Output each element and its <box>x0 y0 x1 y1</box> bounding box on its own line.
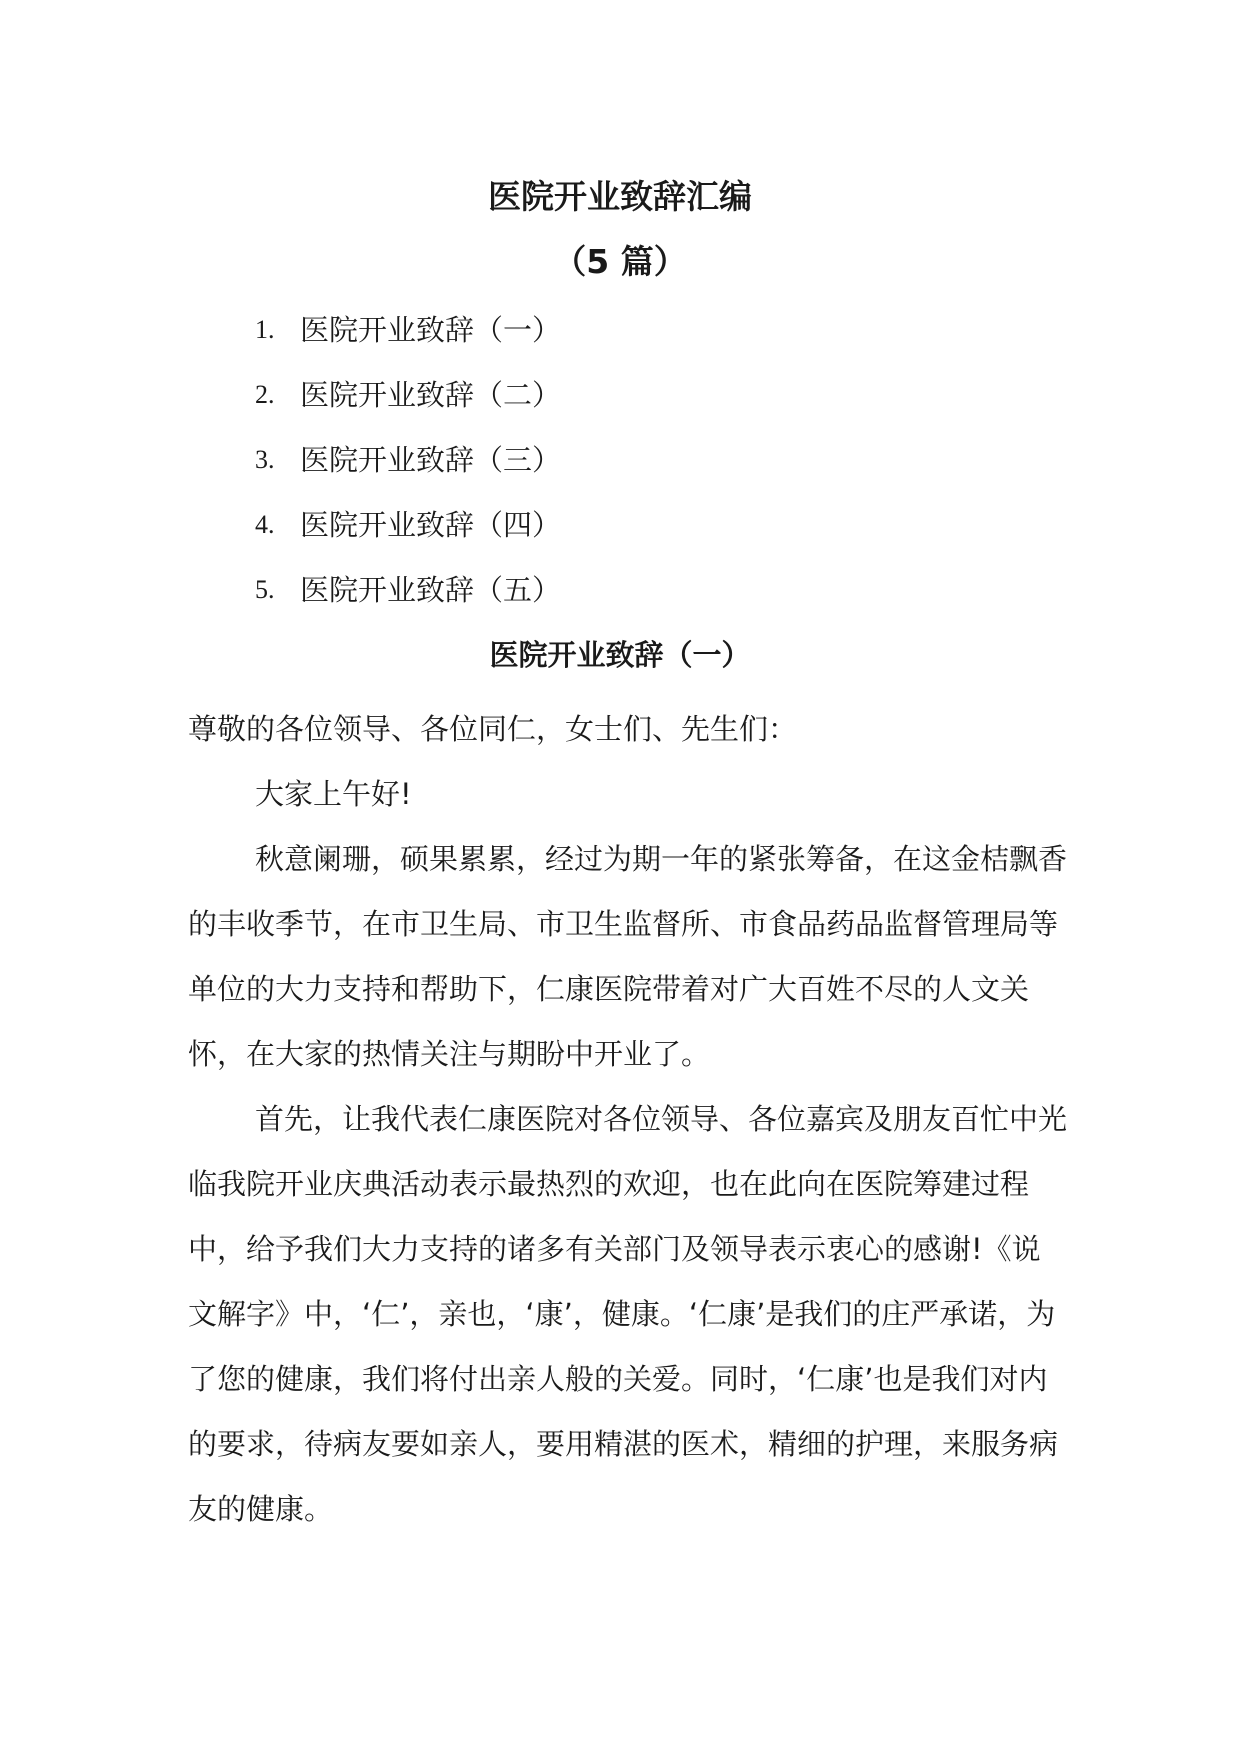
toc-item-number: 1. <box>255 315 275 344</box>
toc-item <box>255 505 561 570</box>
greeting: 大家上午好! <box>255 777 412 811</box>
toc-item-label: 医院开业致辞（二） <box>300 378 562 412</box>
toc-item-label: 医院开业致辞（五） <box>300 573 562 607</box>
toc-item-number: 3. <box>255 445 275 474</box>
toc-item <box>255 310 561 375</box>
body-paragraph: 首先，让我代表仁康医院对各位领导、各位嘉宾及朋友百忙中光临我院开业庆典活动表示最热烈的欢迎，也在此向在医院筹建过程中，给予我们大力支持的诸多有关部门及领导表示衷心的感谢!《说文解字》中，‘仁’，亲也，‘康’，健康。‘仁康’是我们的庄严承诺，为了您的健康，我们将付出亲人般的关爱。同时，‘仁康’也是我们对内的要求，待病友要如亲人，要用精湛的医术，精细的护理，来服务病友的健康。 <box>188 1102 1068 1526</box>
toc-item-number: 2. <box>255 380 275 409</box>
toc-item-label: 医院开业致辞（一） <box>300 313 562 347</box>
section-heading: 医院开业致辞（一） <box>489 638 751 672</box>
document-subtitle: （5 篇） <box>553 242 687 281</box>
toc-item-number: 4. <box>255 510 275 539</box>
table-of-contents <box>255 310 561 635</box>
toc-item <box>255 440 561 505</box>
toc-item <box>255 570 561 635</box>
toc-item-label: 医院开业致辞（四） <box>300 508 562 542</box>
toc-item <box>255 375 561 440</box>
toc-item-label: 医院开业致辞（三） <box>300 443 562 477</box>
document-title: 医院开业致辞汇编 <box>488 177 752 216</box>
body-paragraph: 秋意阑珊，硕果累累，经过为期一年的紧张筹备，在这金桔飘香的丰收季节，在市卫生局、市卫生监督所、市食品药品监督管理局等单位的大力支持和帮助下，仁康医院带着对广大百姓不尽的人文关怀，在大家的热情关注与期盼中开业了。 <box>188 842 1068 1071</box>
salutation: 尊敬的各位领导、各位同仁，女士们、先生们： <box>188 712 798 746</box>
toc-item-number: 5. <box>255 575 275 604</box>
